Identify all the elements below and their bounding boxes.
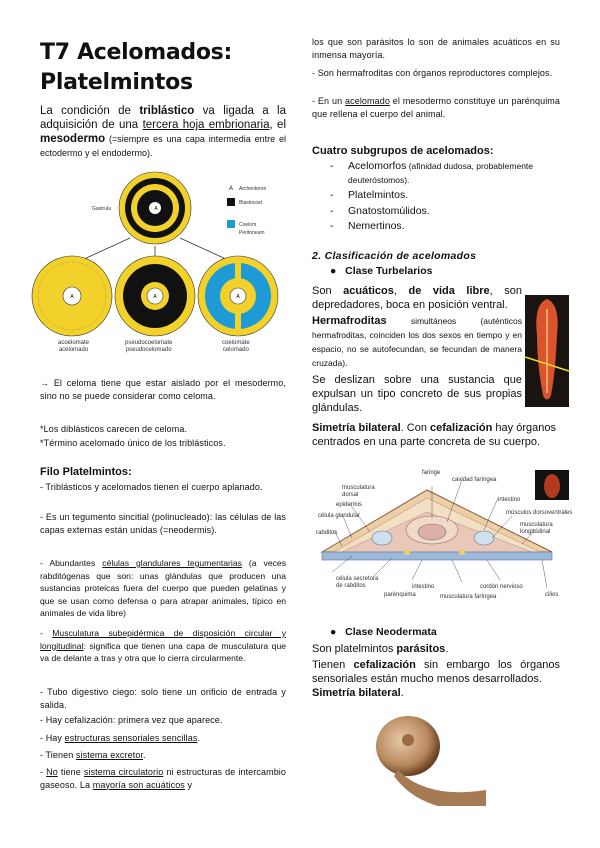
filo-item-2: - Es un tegumento sincitial (polinucleado): las células de las capas externas están unidas (=neodermis). [40,512,286,535]
celoma-note: → El celoma tiene que estar aislado por el mesodermo, sino no se puede considerar como celoma. [40,378,286,401]
filo-item-8: - Tienen sistema excretor. [40,750,146,760]
pseudocoelomate-letter: A [153,294,157,300]
intro-paragraph: La condición de triblástico va ligada a la adquisición de una tercera hoja embrionaria, el mesodermo (=siempre es una capa intermedia entre el ectodermo y el endodermo). [40,105,287,158]
label-musculos-dorsoventrales: músculos dorsoventrales [506,510,573,516]
neodermata-p2: Tienen cefalización sin embargo los órganos sensoriales están mucho menos desarrollados. [312,659,560,685]
filo-item-7: - Hay estructuras sensoriales sencillas. [40,733,201,743]
bullet: ● [330,626,337,638]
label-intestino-bottom: intestino [412,584,435,590]
legend-blastocoel: Blastocoel [239,200,263,206]
subgrupo-item: - Gnatostomúlidos. [330,204,430,217]
legend-coelom: Coelom [239,222,257,228]
turbelarios-p3: Se deslizan sobre una sustancia que expulsan un tipo concreto de sus propias glándulas. [312,374,522,414]
right-acelomado: - En un acelomado el mesodermo constituye un parénquima que rellena el cuerpo del animal. [312,96,560,119]
neodermata-heading: ● Clase Neodermata [330,626,437,638]
planarian-photo [525,295,569,407]
turbelarios-p1: Son acuáticos, de vida libre, son depredadores, boca en posición ventral. [312,285,522,311]
filo-item-6: - Hay cefalización: primera vez que aparece. [40,715,223,725]
turbelarios-heading: ● Clase Turbelarios [330,265,433,277]
subgrupo-item: - Nemertinos. [330,220,405,232]
label-celula-glandular: célula glandular [318,513,361,519]
label-cilios: cilios [545,592,559,598]
label-faringe: faringe [422,470,441,476]
caption-acoelomate: acoelomate acelomado [58,340,90,353]
neodermata-p3: Simetría bilateral. [312,687,404,699]
coelomate-letter: A [236,294,240,300]
title-line-2: Platelmintos [40,70,193,95]
subgrupos-heading: Cuatro subgrupos de acelomados: [312,145,494,157]
title-line-1: T7 Acelomados: [40,40,232,65]
caption-pseudocoelomate: pseudocoelomate pseudocelomado [125,340,173,353]
neodermata-p1: Son platelmintos parásitos. [312,643,449,655]
legend-letter: A [229,186,234,192]
right-hermafroditas: - Son hermafroditas con órganos reproductores complejos. [312,68,553,78]
filo-item-4: - Musculatura subepidérmica de disposición circular y longitudinal: significa que tienen una capa de musculatura que va de delante a tras y otra que lo cierra circularmente. [40,628,287,663]
coelom-diagram [30,168,292,366]
label-celula-secretora: célula secretora de rabditos [336,576,379,589]
label-intestino-top: intestino [498,497,521,503]
note-acelomado: *Término acelomado único de los triblásticos. [40,438,226,448]
filo-item-3: - Abundantes células glandulares tegumentarias (a veces rabditógenas que son: unas glándulas que producen una sustancias proteicas fuera del cuerpo que pueden gelatinas y que se usan como defensa o para atrapar animales, típico en animales de vida libre) [40,558,286,618]
right-continuation: los que son parásitos lo son de animales acuáticos en su inmensa mayoría. [312,37,560,60]
legend-peritoneum: Peritoneum [239,230,265,236]
subgrupo-item: - Acelomorfos (afinidad dudosa, probablemente deuteróstomos). [330,160,534,185]
label-musculatura-longitudinal: musculatura longitudinal [520,522,553,535]
caption-coelomate: coelomate celomado [222,340,250,353]
turbelarios-p2: Hermafroditas simultáneos (auténticos hermafroditas, coinciden los dos sexos en tiempo y en espacio, no se autofecundan, se fecundan de manera cruzada). [312,315,522,368]
bullet: ● [330,265,337,277]
tapeworm-photo [368,710,490,806]
filo-item-5: - Tubo digestivo ciego: solo tiene un orificio de entrada y salida. [40,687,286,710]
turbelarios-p4: Simetría bilateral. Con cefalización hay órganos centrados en una parte concreta de su cuerpo. [312,422,556,448]
subgrupos-list [330,160,560,234]
gastrula-label: Gastrula [92,206,111,212]
legend-swatch-blue [227,220,235,228]
label-parenquima: parénquima [384,592,416,598]
filo-heading: Filo Platelmintos: [40,466,132,478]
label-musculatura-dorsal: musculatura dorsal [342,485,375,498]
subgrupo-item: - Platelmintos. [330,189,409,201]
label-cavidad-faringea: cavidad faríngea [452,477,497,483]
note-diblasticos: *Los diblásticos carecen de celoma. [40,424,188,434]
filo-item-9: - No tiene sistema circulatorio ni estructuras de intercambio gaseoso. La mayoría son acuáticos y [40,767,286,790]
legend-archenteron: Archenteron [239,186,267,192]
label-epidermis: epidermis [336,502,363,508]
acoelomate-letter: A [70,294,74,300]
filo-item-1: - Triblásticos y acelomados tienen el cuerpo aplanado. [40,482,263,492]
gastrula-letter: A [154,206,158,212]
label-musculatura-faringea: musculatura faríngea [440,594,497,600]
section-2-heading: 2. Clasificación de acelomados [312,250,477,262]
label-cordon-nervioso: cordón nervioso [480,584,523,590]
page-title [40,38,232,98]
label-rabditos: rabditos [316,530,338,536]
legend-swatch-black [227,198,235,206]
